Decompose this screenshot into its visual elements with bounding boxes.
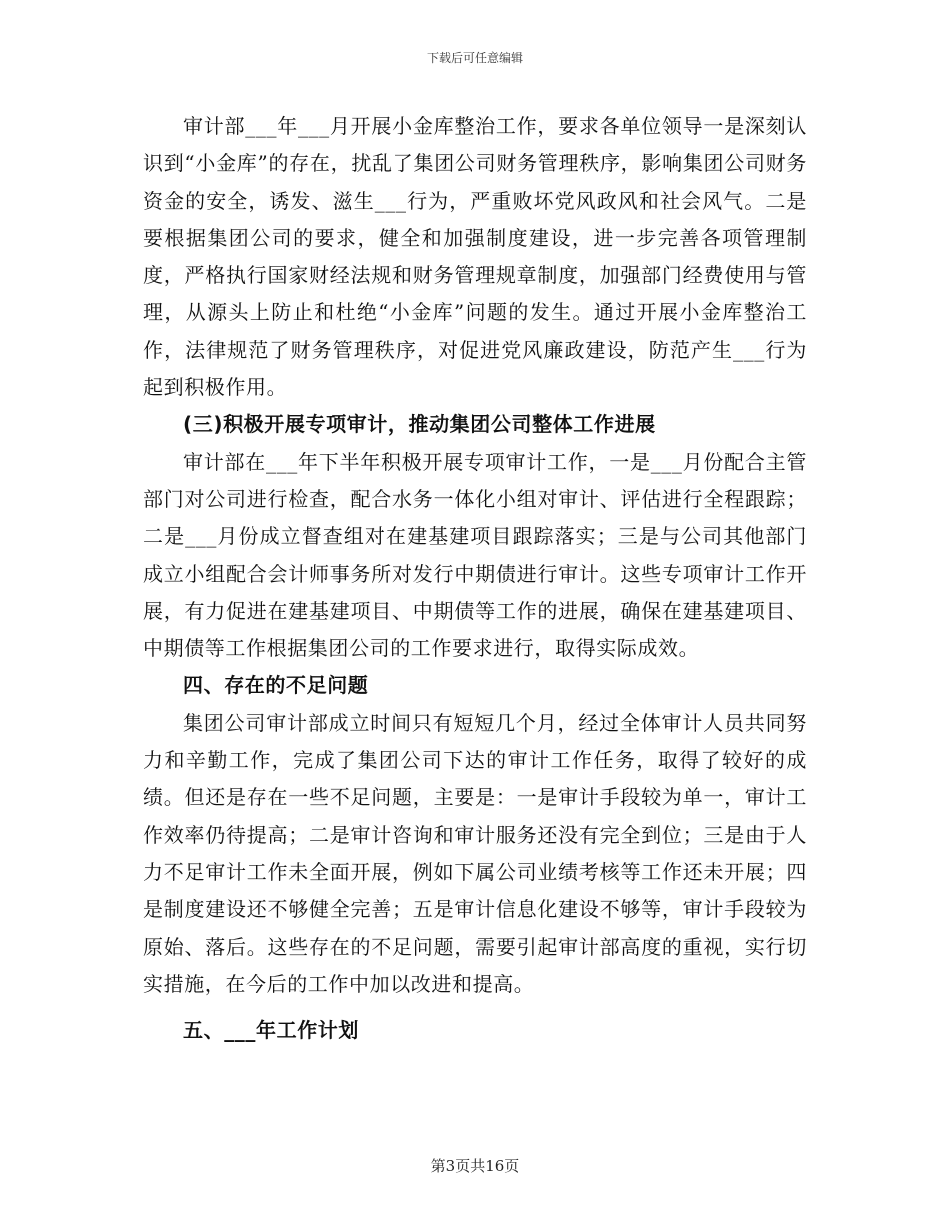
page-header bbox=[0, 50, 950, 66]
section-heading-work-plan: 五、___年工作计划 bbox=[183, 1018, 359, 1043]
page-number: 第3页共16页 bbox=[430, 1157, 520, 1175]
section-heading-shortcomings: 四、存在的不足问题 bbox=[183, 673, 369, 698]
section-heading-special-audit: (三)积极开展专项审计，推动集团公司整体工作进展 bbox=[183, 412, 656, 437]
paragraph-small-treasury: 审计部___年___月开展小金库整治工作，要求各单位领导一是深刻认识到“小金库”的存在，扰乱了集团公司财务管理秩序，影响集团公司财务资金的安全，诱发、滋生___行为，严重败坏党风政风和社会风气。二是要根据集团公司的要求，健全和加强制度建设，进一步完善各项管理制度，严格执行国家财经法规和财务管理规章制度，加强部门经费使用与管理，从源头上防止和杜绝“小金库”问题的发生。通过开展小金库整治工作，法律规范了财务管理秩序，对促进党风廉政建设，防范产生___行为起到积极作用。 bbox=[143, 114, 807, 400]
header-note: 下载后可任意编辑 bbox=[426, 51, 523, 65]
paragraph-special-audit: 审计部在___年下半年积极开展专项审计工作，一是___月份配合主管部门对公司进行检查，配合水务一体化小组对审计、评估进行全程跟踪；二是___月份成立督查组对在建基建项目跟踪落实；三是与公司其他部门成立小组配合会计师事务所对发行中期债进行审计。这些专项审计工作开展，有力促进在建基建项目、中期债等工作的进展，确保在建基建项目、中期债等工作根据集团公司的工作要求进行，取得实际成效。 bbox=[143, 449, 807, 661]
paragraph-shortcomings: 集团公司审计部成立时间只有短短几个月，经过全体审计人员共同努力和辛勤工作，完成了集团公司下达的审计工作任务，取得了较好的成绩。但还是存在一些不足问题，主要是：一是审计手段较为单一，审计工作效率仍待提高；二是审计咨询和审计服务还没有完全到位；三是由于人力不足审计工作未全面开展，例如下属公司业绩考核等工作还未开展；四是制度建设还不够健全完善；五是审计信息化建设不够等，审计手段较为原始、落后。这些存在的不足问题，需要引起审计部高度的重视，实行切实措施，在今后的工作中加以改进和提高。 bbox=[143, 710, 807, 996]
document-body bbox=[143, 108, 807, 1049]
page-footer bbox=[0, 1156, 950, 1176]
